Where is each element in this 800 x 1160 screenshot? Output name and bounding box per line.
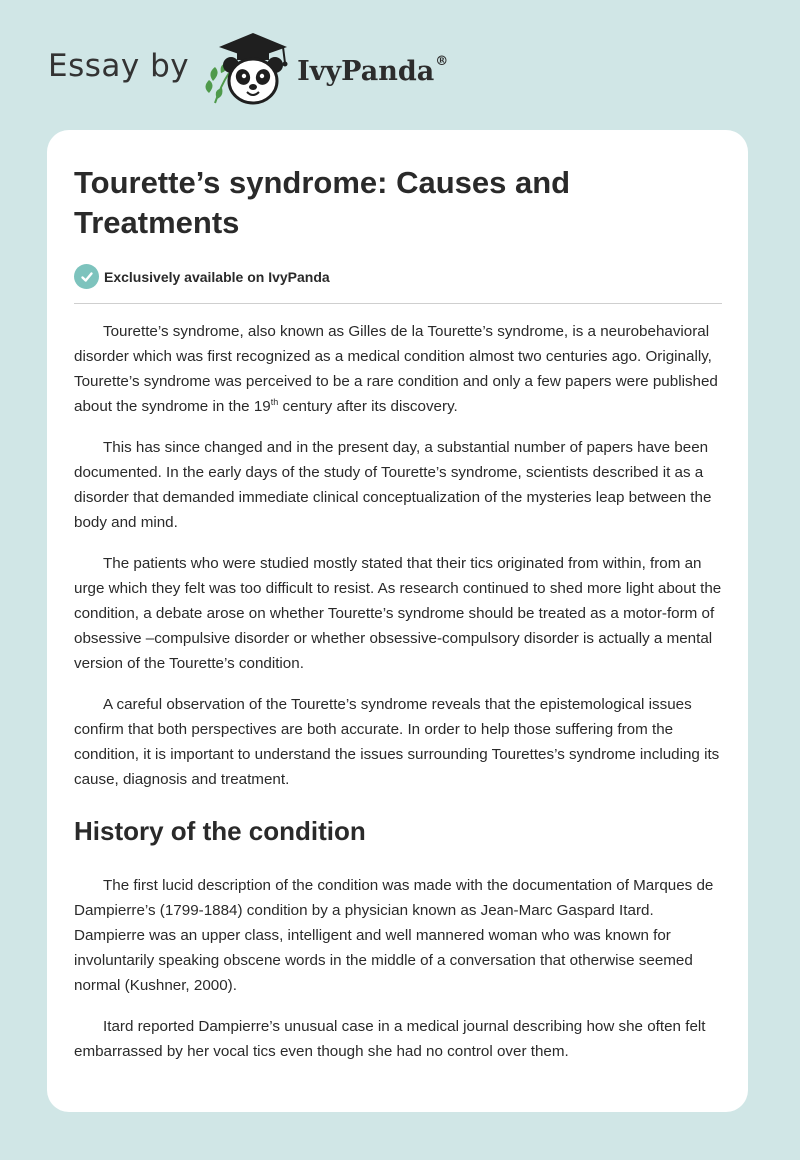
paragraph: This has since changed and in the present day, a substantial number of papers have been documented. In the early days of the study of Tourette’s syndrome, scientists described it as a disorder that demanded immediate clinical conceptualization of the mysteries leap between the body and mind. (74, 439, 712, 531)
essay-card (47, 130, 748, 1112)
divider (74, 303, 722, 304)
paragraph: The first lucid description of the condition was made with the documentation of Marques de Dampierre’s (1799-1884) condition by a physician known as Jean-Marc Gaspard Itard. Dampierre was an upper class, intelligent and well mannered woman who was known for involuntarily speaking obscene words in the middle of a conversation that otherwise seemed normal (Kushner, 2000). (74, 877, 714, 994)
exclusive-badge-label: Exclusively available on IvyPanda (104, 268, 330, 285)
site-header (48, 30, 448, 110)
page-title: Tourette’s syndrome: Causes and Treatments (74, 165, 571, 240)
check-circle-icon (74, 264, 99, 289)
essay-body (74, 319, 726, 1080)
panda-graduate-icon (203, 29, 295, 107)
paragraph: Tourette’s syndrome, also known as Gilles de la Tourette’s syndrome, is a neurobehavioral disorder which was first recognized as a medical condition almost two centuries ago. Originally, Tourette’s syndrome was perceived to be a rare condition and only a few papers were published about the syndrome in the 19th century after its discovery. (74, 323, 718, 415)
essay-by-label: Essay by (48, 48, 190, 84)
section-heading: History of the condition (74, 816, 366, 846)
exclusive-badge (74, 264, 330, 289)
paragraph: The patients who were studied mostly stated that their tics originated from within, from an urge which they felt was too difficult to resist. As research continued to shed more light about the condition, a debate arose on whether Tourette’s syndrome should be treated as a motor-form of obsessive –compulsive disorder or whether obsessive-compulsory disorder is actually a mental version of the Tourette’s condition. (74, 555, 722, 672)
brand-logo-text[interactable]: IvyPanda® (297, 53, 449, 87)
paragraph: Itard reported Dampierre’s unusual case in a medical journal describing how she often felt embarrassed by her vocal tics even though she had no control over them. (74, 1018, 706, 1060)
paragraph: A careful observation of the Tourette’s syndrome reveals that the epistemological issues confirm that both perspectives are both accurate. In order to help those suffering from the condition, it is important to understand the issues surrounding Tourettes’s syndrome including its cause, diagnosis and treatment. (74, 696, 720, 788)
